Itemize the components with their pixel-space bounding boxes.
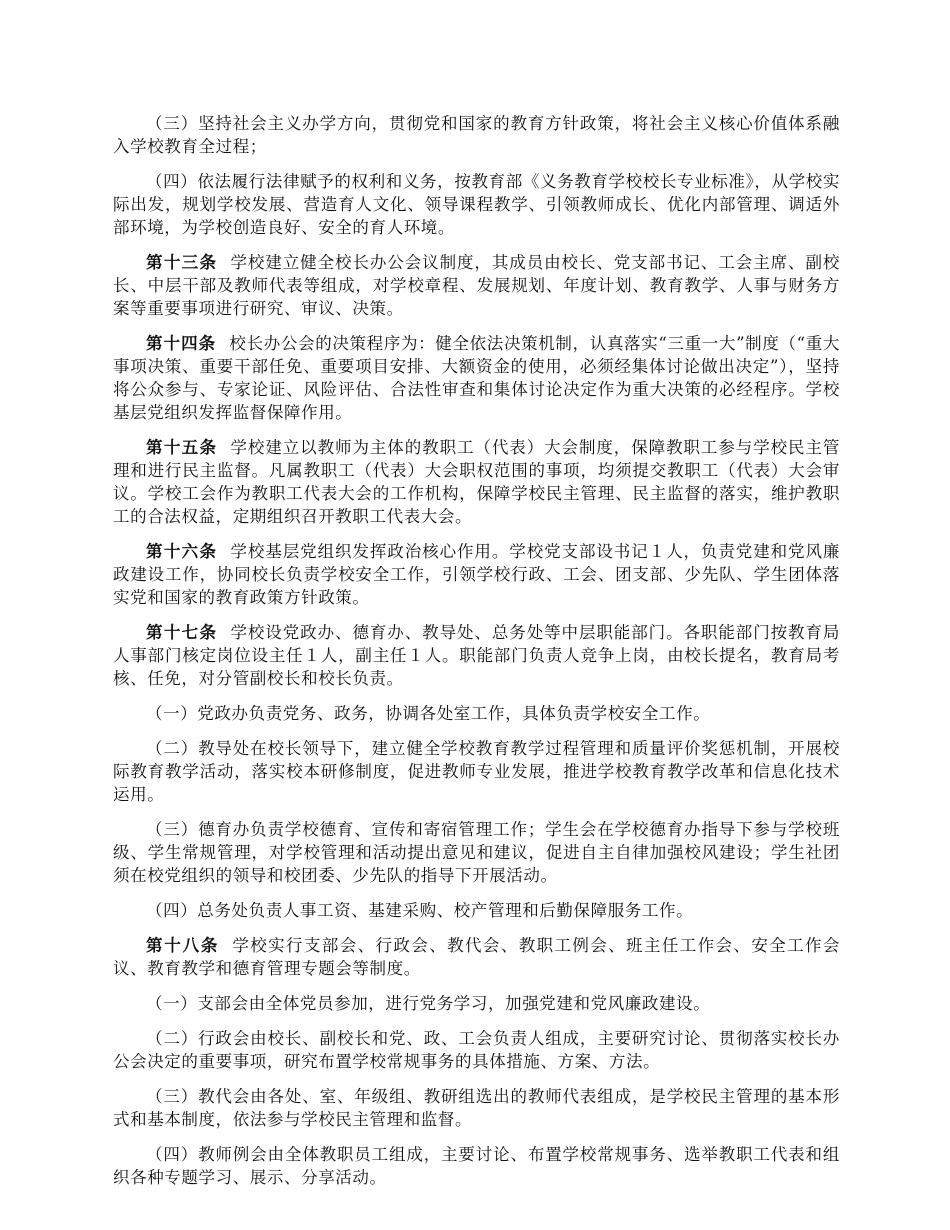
paragraph-text: （三）坚持社会主义办学方向，贯彻党和国家的教育方针政策，将社会主义核心价值体系融入学校教育全过程； — [113, 114, 840, 156]
article-number: 第十八条 — [146, 936, 220, 955]
paragraph-text: （三）德育办负责学校德育、宣传和寄宿管理工作；学生会在学校德育办指导下参与学校班级、学生常规管理，对学校管理和活动提出意见和建议，促进自主自律加强校风建设；学生社团须在校党组织的领导和校团委、少先队的指导下开展活动。 — [113, 820, 840, 885]
paragraph-text: （一）党政办负责党务、政务，协调各处室工作，具体负责学校安全工作。 — [146, 704, 711, 723]
paragraph-text: 学校建立健全校长办公会议制度，其成员由校长、党支部书记、工会主席、副校长、中层干部及教师代表等组成，对学校章程、发展规划、年度计划、教育教学、人事与财务方案等重要事项进行研究、审议、决策。 — [113, 253, 841, 318]
paragraph-text: （四）教师例会由全体教职员工组成，主要讨论、布置学校常规事务、选举教职工代表和组织各种专题学习、展示、分享活动。 — [113, 1145, 840, 1187]
paragraph — [113, 899, 840, 922]
article — [113, 540, 840, 609]
paragraph-text: （二）教导处在校长领导下，建立健全学校教育教学过程管理和质量评价奖惩机制，开展校际教育教学活动，落实校本研修制度，促进教师专业发展，推进学校教育教学改革和信息化技术运用。 — [113, 739, 840, 804]
article — [113, 332, 840, 424]
article — [113, 251, 840, 320]
article-number: 第十三条 — [146, 253, 218, 272]
paragraph-text: （一）支部会由全体党员参加，进行党务学习，加强党建和党风廉政建设。 — [146, 994, 711, 1013]
paragraph-text: （三）教代会由各处、室、年级组、教研组选出的教师代表组成，是学校民主管理的基本形式和基本制度，依法参与学校民主管理和监督。 — [113, 1087, 840, 1129]
paragraph-text: （四）依法履行法律赋予的权利和义务，按教育部《义务教育学校校长专业标准》，从学校实际出发，规划学校发展、营造育人文化、领导课程教学、引领教师成长、优化内部管理、调适外部环境，为学校创造良好、安全的育人环境。 — [113, 172, 840, 237]
paragraph — [113, 737, 840, 806]
paragraph-text: （二）行政会由校长、副校长和党、政、工会负责人组成，主要研究讨论、贯彻落实校长办公会决定的重要事项，研究布置学校常规事务的具体措施、方案、方法。 — [113, 1029, 840, 1071]
paragraph — [113, 112, 840, 158]
paragraph-text: （四）总务处负责人事工资、基建采购、校产管理和后勤保障服务工作。 — [146, 901, 694, 920]
article-number: 第十五条 — [146, 438, 218, 457]
paragraph — [113, 1143, 840, 1189]
paragraph — [113, 1085, 840, 1131]
paragraph-text: 校长办公会的决策程序为：健全依法决策机制，认真落实“三重一大”制度（“重大事项决策、重要干部任免、重要项目安排、大额资金的使用，必须经集体讨论做出决定”），坚持将公众参与、专家论证、风险评估、合法性审查和集体讨论决定作为重大决策的必经程序。学校基层党组织发挥监督保障作用。 — [113, 334, 840, 422]
paragraph — [113, 1027, 840, 1073]
paragraph — [113, 702, 840, 725]
paragraph — [113, 992, 840, 1015]
document-body — [113, 112, 840, 1201]
paragraph — [113, 170, 840, 239]
article-number: 第十七条 — [146, 623, 218, 642]
paragraph-text: 学校基层党组织发挥政治核心作用。学校党支部设书记１人，负责党建和党风廉政建设工作，协同校长负责学校安全工作，引领学校行政、工会、团支部、少先队、学生团体落实党和国家的教育政策方针政策。 — [113, 542, 841, 607]
paragraph-text: 学校建立以教师为主体的教职工（代表）大会制度，保障教职工参与学校民主管理和进行民主监督。凡属教职工（代表）大会职权范围的事项，均须提交教职工（代表）大会审议。学校工会作为教职工代表大会的工作机构，保障学校民主管理、民主监督的落实，维护教职工的合法权益，定期组织召开教职工代表大会。 — [113, 438, 841, 526]
article-number: 第十四条 — [146, 334, 217, 353]
article — [113, 934, 840, 980]
article — [113, 436, 840, 528]
paragraph-text: 学校设党政办、德育办、教导处、总务处等中层职能部门。各职能部门按教育局人事部门核定岗位设主任１人，副主任１人。职能部门负责人竞争上岗，由校长提名，教育局考核、任免，对分管副校长和校长负责。 — [113, 623, 841, 688]
article — [113, 621, 840, 690]
paragraph — [113, 818, 840, 887]
paragraph-text: 学校实行支部会、行政会、教代会、教职工例会、班主任工作会、安全工作会议、教育教学和德育管理专题会等制度。 — [113, 936, 841, 978]
article-number: 第十六条 — [146, 542, 218, 561]
